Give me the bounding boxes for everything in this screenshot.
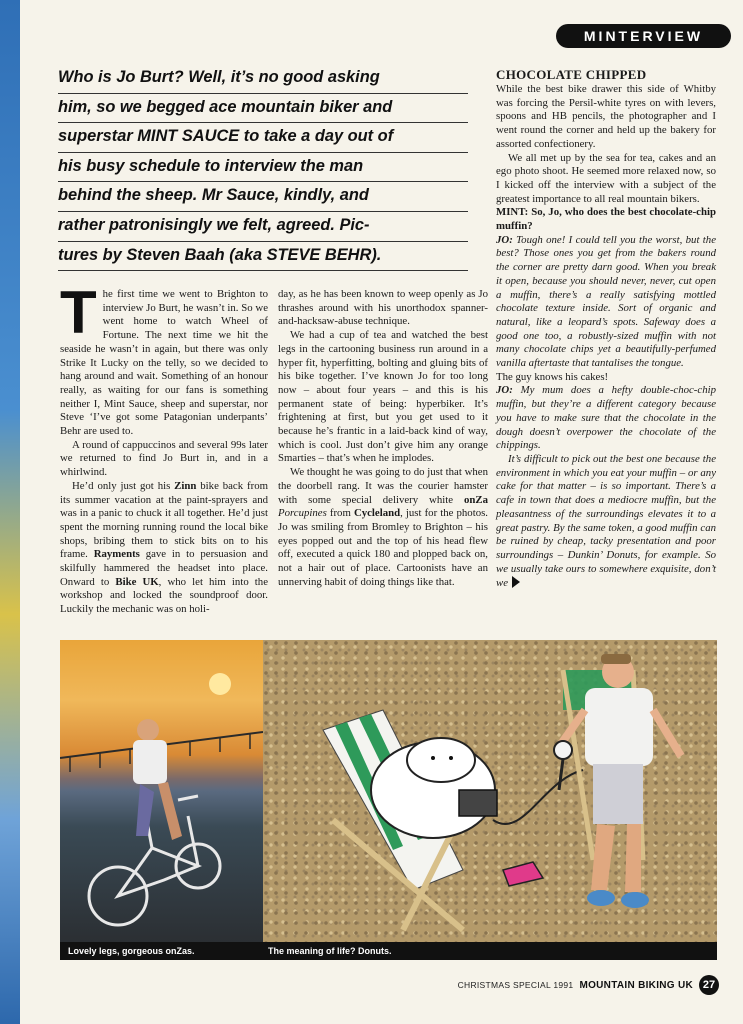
camera-icon [459,790,497,816]
rider-head [137,719,159,741]
interview-answer [496,234,716,371]
brand-zinn: Zinn [174,479,197,492]
paragraph-text: , just for the photos. Jo was smiling from Bromley to Brighton – his eyes popped out and the top of his head flew off, executed a quick 180 and plopped back on, not a hair out of place. Cartoonists have an unnerving habit of doing things like that. [278,507,489,588]
microphone-icon [554,741,572,790]
opening-paragraph [60,279,268,439]
subheading: CHOCOLATE CHIPPED [496,67,647,82]
speaker-label: JO: [496,384,513,397]
paragraph: We all met up by the sea for tea, cakes and an ego photo shoot. He seemed more relaxed now, so I kicked off the interview with a subject of the greatest importance to all real mountain bikers. [496,151,716,205]
section-tag: MINTERVIEW [556,24,731,48]
magazine-page [20,0,743,1024]
intro-line: behind the sheep. Mr Sauce, kindly, and [58,182,468,212]
sun-icon [209,673,231,695]
photo-caption-left: Lovely legs, gorgeous onZas. [68,946,195,956]
intro-standfirst [58,64,468,271]
interview-answer [496,453,716,591]
article-column-1 [60,279,268,617]
brand-cycleland: Cycleland [353,507,401,520]
intro-line: Who is Jo Burt? Well, it’s no good asking [58,64,468,94]
speaker-label: JO: [496,233,513,246]
product-porcupines: Porcupines [278,507,327,520]
drop-cap: T [60,279,97,346]
rider-illustration [60,640,263,942]
answer-text: Tough one! I could tell you the worst, but the best? Those ones you get from the bakers round the corner are pretty darn good. When you break it open, because you should never, never, cut open a muffin, there’s a really satisfying mottled chocolate texture inside. Sort of organic and natural, like a leopard’s spots. Safeway does a good one too, a robustly-sized muffin with not many chocolate chips yet a beautifully-perfumed vanilla aftertaste that tantalises the tongue. [496,233,716,370]
page-footer [458,974,719,996]
interview-answer [496,384,716,453]
magazine-title: MOUNTAIN BIKING UK [579,979,693,991]
rider-tshirt [133,740,167,784]
sneaker-icon [503,862,543,886]
photo-caption-right: The meaning of life? Donuts. [268,946,392,956]
magazine-spine-edge [0,0,20,1024]
rider-leg [158,782,182,840]
brand-rayments: Rayments [93,548,140,561]
continue-arrow-icon [512,576,520,588]
paragraph-text: We thought he was going to do just that when the doorbell rang. It was the courier hamster with some special delivery white [278,466,488,506]
page-notch [26,88,40,132]
page-number: 27 [699,975,719,995]
paragraph: day, as he has been known to weep openly as Jo thrashes around with his unorthodox spanner-and-hacksaw-abuse technique. [278,288,488,328]
beach-scene-illustration [263,640,717,942]
intro-line: him, so we begged ace mountain biker and [58,94,468,124]
interview-question: MINT: So, Jo, who does the best chocolate-chip muffin? [496,206,716,233]
answer-text: My mum does a hefty double-choc-chip muffin, but they’re a different category because you have to make sure that the chocolate in the dough doesn’t overpower the chocolate of the chippings. [496,384,716,452]
paragraph: While the best bike drawer this side of Whitby was forcing the Persil-white tyres on with levers, spoons and HB pencils, the photographer and I went round the corner and held up the bakery for assorted confectionery. [496,83,716,150]
paragraph-text: bike back from its summer vacation at the paint-sprayers and was in a panic to chuck it all together. He’d just spent the morning running round the local bike shops, bribing them to stick bits on to his frame. [60,479,268,561]
paragraph [278,466,488,589]
brand-onza: onZa [463,493,488,506]
photo-strip [60,640,717,960]
intro-line: tures by Steven Baah (aka STEVE BEHR). [58,242,468,272]
article-column-3 [496,68,716,591]
paragraph-text: from [326,507,354,520]
brand-bike-uk: Bike UK [115,575,159,588]
intro-line: his busy schedule to interview the man [58,153,468,183]
article-column-2 [278,288,488,589]
paragraph-text: he first time we went to Brighton to interview Jo Burt, he wasn’t in. So we went home to watch Wheel of Fortune. The next time we hit the seaside he wasn’t in again, but there was only Strike It Lucky on the telly, so we decided to hang around and wait. Something of an honour really, as waiting for our fans is something neither I, Mint Sauce, sheep and superstar, nor Steve ‘I’ve got some Patagonian underpants’ Behr are used to. [60,288,268,438]
rider-leg [136,784,154,836]
interviewer-remark: The guy knows his cakes! [496,370,609,383]
paragraph [60,480,268,617]
issue-label: CHRISTMAS SPECIAL 1991 [457,980,574,990]
photo-rider-seafront [60,640,263,942]
answer-text: It’s difficult to pick out the best one because the environment in which you eat your muffin – or any cake for that matter – is so important. There’s a cafe in town that does a mediocre muffin, but the pleasantness of the surroundings elevates it to a great pastry. By the same token, a good muffin can be ruined by cheap, tacky presentation and poor surroundings – Dunkin’ Donuts, for example. So we usually take ours to somewhere exquisite, don’t we [496,452,716,590]
bike-icon [89,796,220,925]
paragraph-text: gave in to persuasion and skilfully hammered the headset into place. Onward to [60,548,268,588]
intro-line: rather patronisingly we felt, agreed. Pic- [58,212,468,242]
intro-line: superstar MINT SAUCE to take a day out of [58,123,468,153]
paragraph: We had a cup of tea and watched the best legs in the cartooning business run around in a hyper fit, hyperfitting, bolting and gluing bits of his bike together. I’ve known Jo for too long now – about four years – and this is his permanent state of being: hyperbiker. It’s frightening at first, but you get used to it because he’s frantic in a laid-back kind of way, which is cool. Just don’t give him any orange Smarties – that’s when he implodes. [278,329,488,465]
paragraph: A round of cappuccinos and several 99s later we returned to find Jo Burt in, and in a whirlwind. [60,438,268,479]
paragraph-text: , who let him into the workshop and locked the soundproof door. Luckily the mechanic was on holi- [60,575,268,616]
photo-beach-deckchairs [263,640,717,942]
paragraph-text: He’d only just got his [72,479,175,492]
